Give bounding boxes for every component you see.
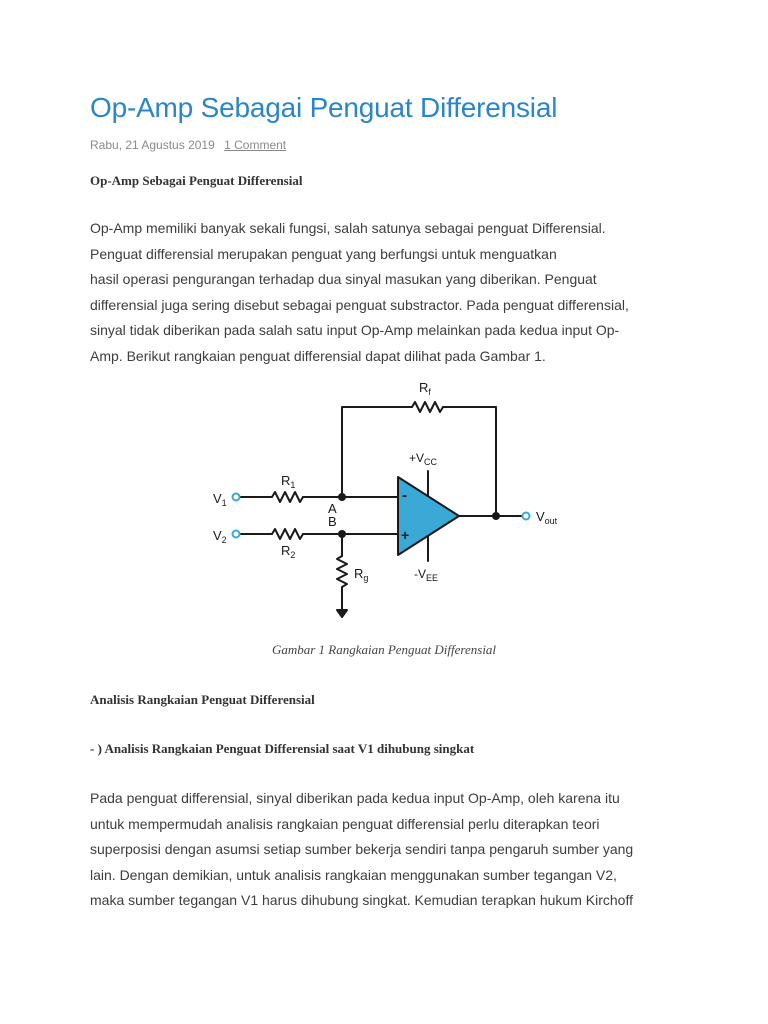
paragraph-line: lain. Dengan demikian, untuk analisis rangkaian menggunakan sumber tegangan V2, [90,866,617,883]
post-meta [90,138,286,152]
vout-terminal [523,513,530,520]
paragraph-line: sinyal tidak diberikan pada salah satu input Op-Amp melainkan pada kedua input Op- [90,322,620,338]
sub-heading: - ) Analisis Rangkaian Penguat Differensial saat V1 dihubung singkat [90,741,475,756]
node-a-dot [338,493,346,501]
paragraph-line: differensial juga sering disebut sebagai penguat substractor. Pada penguat differensial, [90,296,629,313]
analysis-heading: Analisis Rangkaian Penguat Differensial [90,692,315,707]
label-node-b: B [328,514,337,529]
paragraph-line: hasil operasi pengurangan terhadap dua sinyal masukan yang diberikan. Penguat [90,271,597,287]
paragraph-line: Penguat differensial merupakan penguat yang berfungsi untuk menguatkan [90,245,557,262]
rg-resistor [337,556,347,587]
differential-amplifier-circuit [195,370,565,625]
intro-paragraph [90,216,690,369]
post-title[interactable]: Op-Amp Sebagai Penguat Differensial [90,92,558,123]
r1-resistor [272,492,303,502]
r2-resistor [272,529,303,539]
paragraph-line: Amp. Berikut rangkaian penguat differensial dapat dilihat pada Gambar 1. [90,347,546,364]
rf-resistor [412,402,443,412]
v2-terminal [233,531,240,538]
label-v2: $V_2$ [213,528,227,545]
label-rg: $R_g$ [354,566,369,583]
paragraph-line: superposisi dengan asumsi setiap sumber bekerja sendiri tanpa pengaruh sumber yang [90,841,634,857]
figure-caption: Gambar 1 Rangkaian Penguat Differensial [271,642,497,657]
opamp-plus-sign: + [401,527,410,543]
paragraph-line: untuk mempermudah analisis rangkaian penguat differensial perlu diterapkan teori [90,815,600,832]
node-b-dot [338,530,346,538]
label-vcc: $+V_{CC}$ [409,451,438,467]
label-vout: $V_{out}$ [536,509,558,526]
analysis-paragraph [90,786,690,914]
intro-heading: Op-Amp Sebagai Penguat Differensial [90,173,303,188]
feedback-wire-right [443,407,496,516]
label-node-a: A [328,501,337,516]
label-vee: $-V_{EE}$ [414,567,439,583]
comments-link[interactable]: 1 Comment [224,138,287,152]
output-junction-dot [492,512,500,520]
v1-terminal [233,494,240,501]
label-v1: $V_1$ [213,491,227,508]
label-r1: $R_1$ [281,473,296,490]
opamp-minus-sign: - [402,487,407,504]
post-date: Rabu, 21 Agustus 2019 [90,138,215,152]
paragraph-line: Op-Amp memiliki banyak sekali fungsi, salah satunya sebagai penguat Differensial. [90,220,606,236]
label-r2: $R_2$ [281,543,296,560]
ground-symbol [337,610,347,617]
paragraph-line: maka sumber tegangan V1 harus dihubung singkat. Kemudian terapkan hukum Kirchoff [90,892,633,908]
paragraph-line: Pada penguat differensial, sinyal diberikan pada kedua input Op-Amp, oleh karena itu [90,790,620,806]
label-rf: $R_f$ [419,380,431,397]
